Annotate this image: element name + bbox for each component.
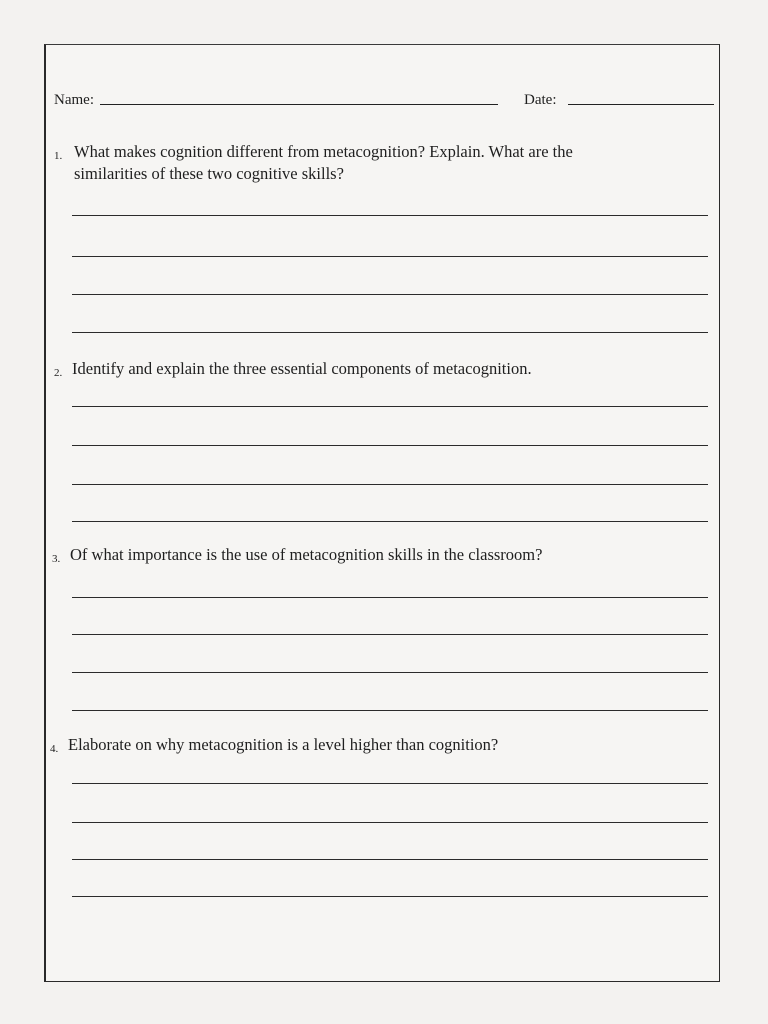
question-text-line-1: Identify and explain the three essential components of metacognition.	[72, 359, 532, 378]
question-2	[54, 357, 720, 383]
question-number: 2.	[54, 367, 63, 379]
answer-line	[72, 859, 708, 860]
name-field-line	[100, 104, 498, 105]
answer-line	[72, 896, 708, 897]
answer-line	[72, 672, 708, 673]
answer-line	[72, 332, 708, 333]
answer-line	[72, 406, 708, 407]
answer-line	[72, 294, 708, 295]
answer-line	[72, 484, 708, 485]
name-label: Name:	[54, 92, 94, 108]
answer-line	[72, 445, 708, 446]
question-3	[52, 543, 718, 569]
answer-line	[72, 783, 708, 784]
question-text-line-1: Elaborate on why metacognition is a level higher than cognition?	[68, 735, 499, 754]
question-text-line-2: similarities of these two cognitive skills?	[74, 164, 344, 183]
question-text-line-1: What makes cognition different from metacognition? Explain. What are the	[74, 142, 573, 161]
answer-line	[72, 256, 708, 257]
question-number: 4.	[50, 743, 59, 755]
answer-line	[72, 822, 708, 823]
date-label: Date:	[524, 92, 557, 108]
question-1	[54, 140, 720, 190]
date-field-line	[568, 104, 714, 105]
header-row	[54, 92, 714, 114]
answer-line	[72, 634, 708, 635]
answer-line	[72, 597, 708, 598]
question-text-line-1: Of what importance is the use of metacognition skills in the classroom?	[70, 545, 543, 564]
question-4	[50, 733, 716, 759]
answer-line	[72, 215, 708, 216]
answer-line	[72, 710, 708, 711]
question-number: 1.	[54, 150, 63, 162]
answer-line	[72, 521, 708, 522]
question-number: 3.	[52, 553, 61, 565]
